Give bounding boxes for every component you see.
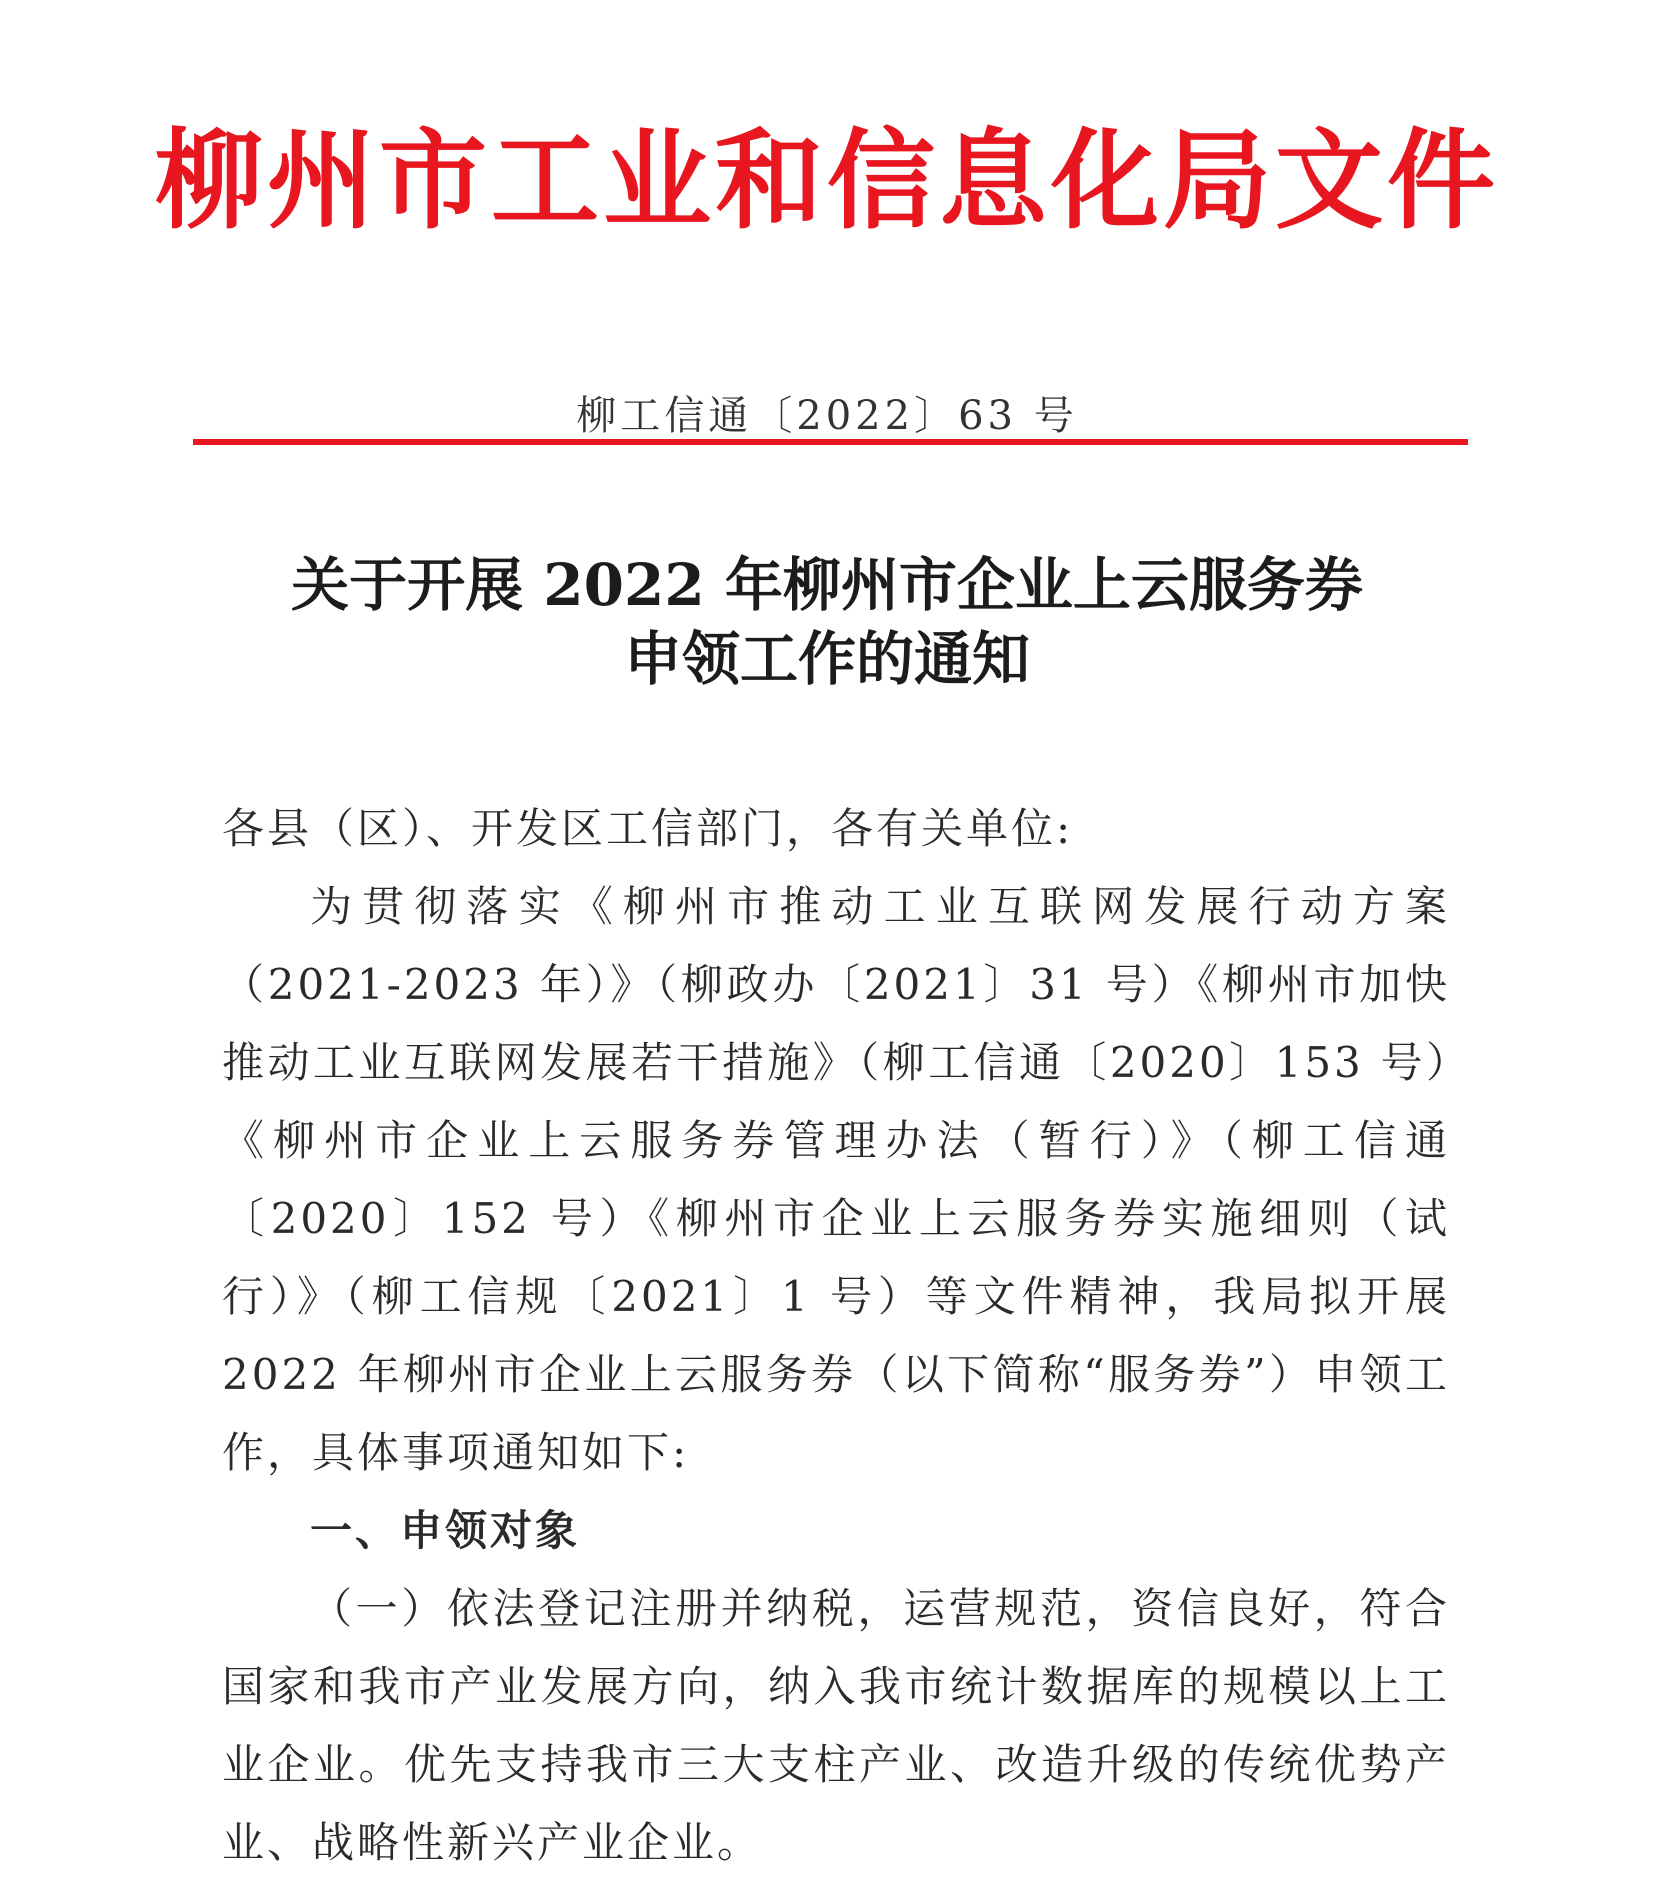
- document-title-line-2: 申领工作的通知: [623, 625, 1030, 693]
- document-title: [0, 548, 1654, 696]
- section-1-item-1: （一）依法登记注册并纳税，运营规范，资信良好，符合国家和我市产业发展方向，纳入我市统计数据库的规模以上工业企业。优先支持我市三大支柱产业、改造升级的传统优势产业、战略性新兴产业企业。: [222, 1584, 1450, 1867]
- document-body: [222, 790, 1450, 1882]
- section-heading-1: 一、申领对象: [310, 1506, 581, 1555]
- issuer-masthead-title: 柳州市工业和信息化局文件: [154, 119, 1499, 244]
- intro-paragraph: 为贯彻落实《柳州市推动工业互联网发展行动方案（2021-2023 年）》（柳政办〔2021〕31 号）《柳州市加快推动工业互联网发展若干措施》（柳工信通〔2020〕153 号）《柳州市企业上云服务券管理办法（暂行）》（柳工信通〔2020〕152 号）《柳州市企业上云服务券实施细则（试行）》（柳工信规〔2021〕1 号）等文件精神，我局拟开展 2022 年柳州市企业上云服务券（以下简称“服务券”）申领工作，具体事项通知如下:: [222, 882, 1450, 1477]
- red-divider-line: [193, 439, 1468, 445]
- salutation: 各县（区）、开发区工信部门，各有关单位:: [222, 804, 1074, 853]
- document-title-line-1: 关于开展 2022 年柳州市企业上云服务券: [291, 551, 1363, 619]
- document-number: 柳工信通〔2022〕63 号: [576, 393, 1078, 439]
